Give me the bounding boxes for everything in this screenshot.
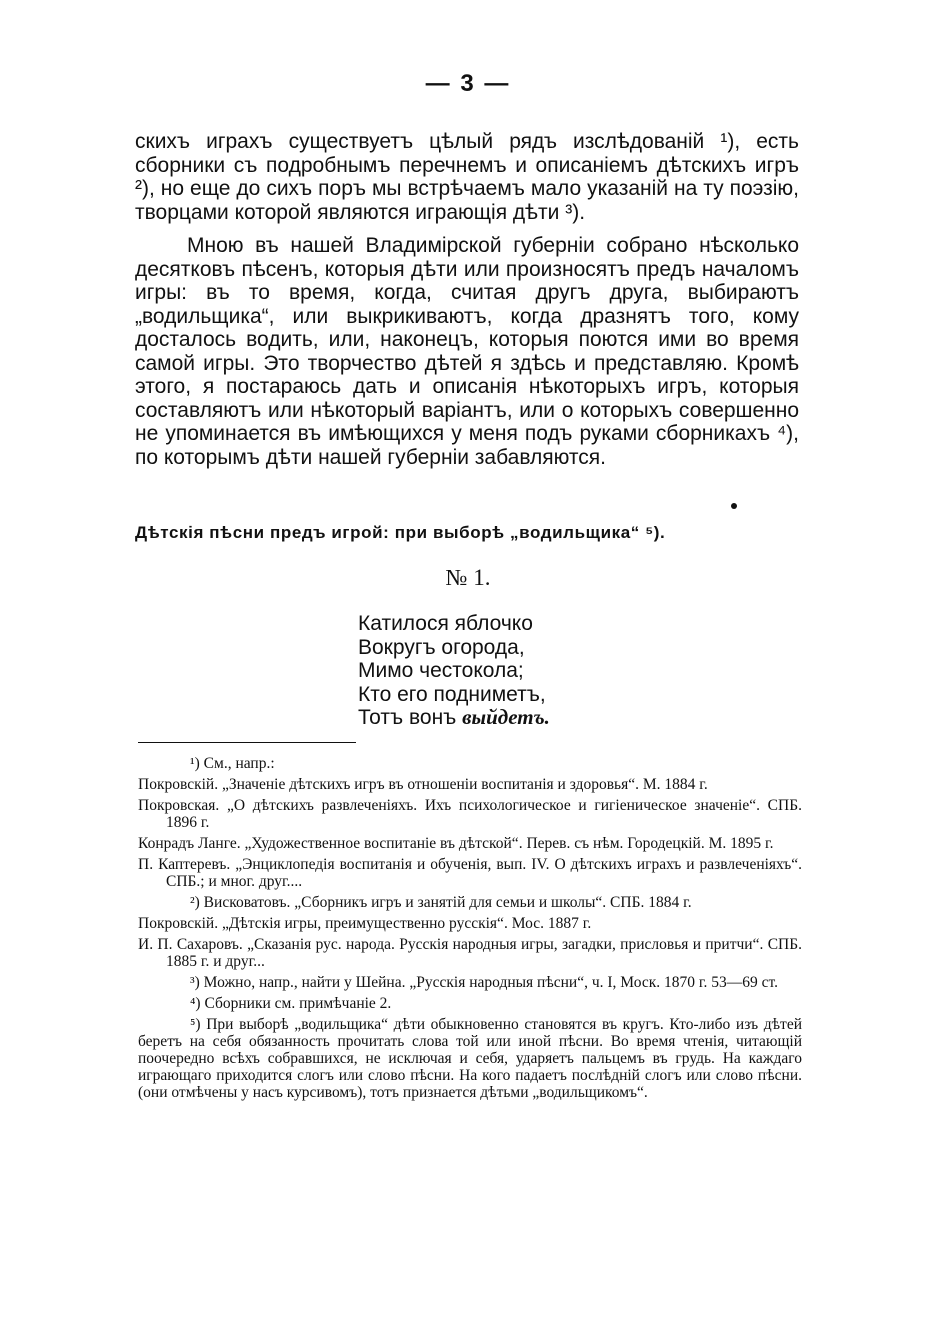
section-heading: Дѣтскія пѣсни предъ игрой: при выборѣ „водильщика“ ⁵). (135, 523, 666, 542)
footnote-1-ref-2: Покровская. „О дѣтскихъ развлеченіяхъ. Ихъ психологическое и гигіеническое значеніе“. СПБ. 1896 г. (138, 797, 802, 831)
body-paragraph-1-block (135, 130, 799, 224)
footnote-1-ref-1: Покровскій. „Значеніе дѣтскихъ игръ въ отношеніи воспитанія и здоровья“. М. 1884 г. (138, 776, 708, 793)
poem-line-5-emphasis: выйдетъ. (462, 705, 550, 729)
footnote-2-intro: ²) Висковатовъ. „Сборникъ игръ и занятій для семьи и школы“. СПБ. 1884 г. (190, 894, 692, 911)
poem-line-4: Кто его подниметъ, (358, 682, 546, 706)
poem-line-1: Катилося яблочко (358, 612, 533, 635)
footnote-1-intro: ¹) См., напр.: (190, 755, 275, 772)
footnote-1-ref-4: П. Каптеревъ. „Энциклопедія воспитанія и обученія, вып. IV. О дѣтскихъ играхъ и развлеченіяхъ“. СПБ.; и мног. друг.... (138, 856, 802, 890)
footnotes (138, 755, 802, 1105)
footnote-1-ref-3: Конрадъ Ланге. „Художественное воспитаніе въ дѣтской“. Перев. съ нѣм. Городецкій. М. 1895 г. (138, 835, 774, 852)
page-number: — 3 — (425, 70, 511, 97)
footnote-3: ³) Можно, напр., найти у Шейна. „Русскія народныя пѣсни“, ч. I, Моск. 1870 г. 53—69 ст. (190, 974, 778, 991)
poem (358, 612, 550, 730)
footnote-2-ref-1: Покровскій. „Дѣтскія игры, преимущественно русскія“. Мос. 1887 г. (138, 915, 592, 932)
poem-line-5-start: Тотъ вонъ (358, 706, 457, 729)
body-paragraph-2-block (135, 234, 799, 469)
ink-dot-mark (731, 503, 737, 509)
poem-line-5 (358, 706, 550, 730)
footnote-divider (138, 742, 356, 743)
footnote-4: ⁴) Сборники см. примѣчаніе 2. (190, 995, 392, 1012)
body-paragraph-1: скихъ играхъ существуетъ цѣлый рядъ изслѣдованій ¹), есть сборники съ подробнымъ перечнемъ и описаніемъ дѣтскихъ игръ ²), но еще до сихъ поръ мы встрѣчаемъ мало указаній на ту поэзію, творцами которой являются играющія дѣти ³). (135, 130, 799, 224)
poem-line-2: Вокругъ огорода, (358, 635, 525, 659)
footnote-5: ⁵) При выборѣ „водильщика“ дѣти обыкновенно становятся въ кругъ. Кто-либо изъ дѣтей беретъ на себя обязанность прочитать слова той или иной пѣсни. Во время чтенія, читающій поочередно всѣхъ собравшихся, не исключая и себя, ударяетъ пальцемъ въ грудь. На каждаго играющаго приходится слогъ или слово пѣсни. На кого падаетъ послѣдній слогъ или слово пѣсни. (они отмѣчены у насъ курсивомъ), тотъ признается дѣтьми „водильщикомъ“. (138, 1016, 802, 1101)
poem-number: № 1. (445, 565, 491, 590)
body-paragraph-2: Мною въ нашей Владимірской губерніи собрано нѣсколько десятковъ пѣсенъ, которыя дѣти или произносятъ предъ началомъ игры: въ то время, когда, считая другъ друга, выбираютъ „водильщика“, или выкрикиваютъ, когда дразнятъ того, кому досталось водить, или, наконецъ, которыя поются ими во время самой игры. Это творчество дѣтей я здѣсь и представляю. Кромѣ этого, я постараюсь дать и описанія нѣкоторыхъ игръ, которыя составляютъ или нѣкоторый варіантъ, или о которыхъ совершенно не упоминается въ имѣющихся у меня подъ руками сборникахъ ⁴), по которымъ дѣти нашей губерніи забавляются. (135, 234, 799, 469)
poem-line-3: Мимо честокола; (358, 659, 524, 682)
footnote-2-ref-2: И. П. Сахаровъ. „Сказанія рус. народа. Русскія народныя игры, загадки, присловья и притчи“. СПБ. 1885 г. и друг... (138, 936, 802, 970)
